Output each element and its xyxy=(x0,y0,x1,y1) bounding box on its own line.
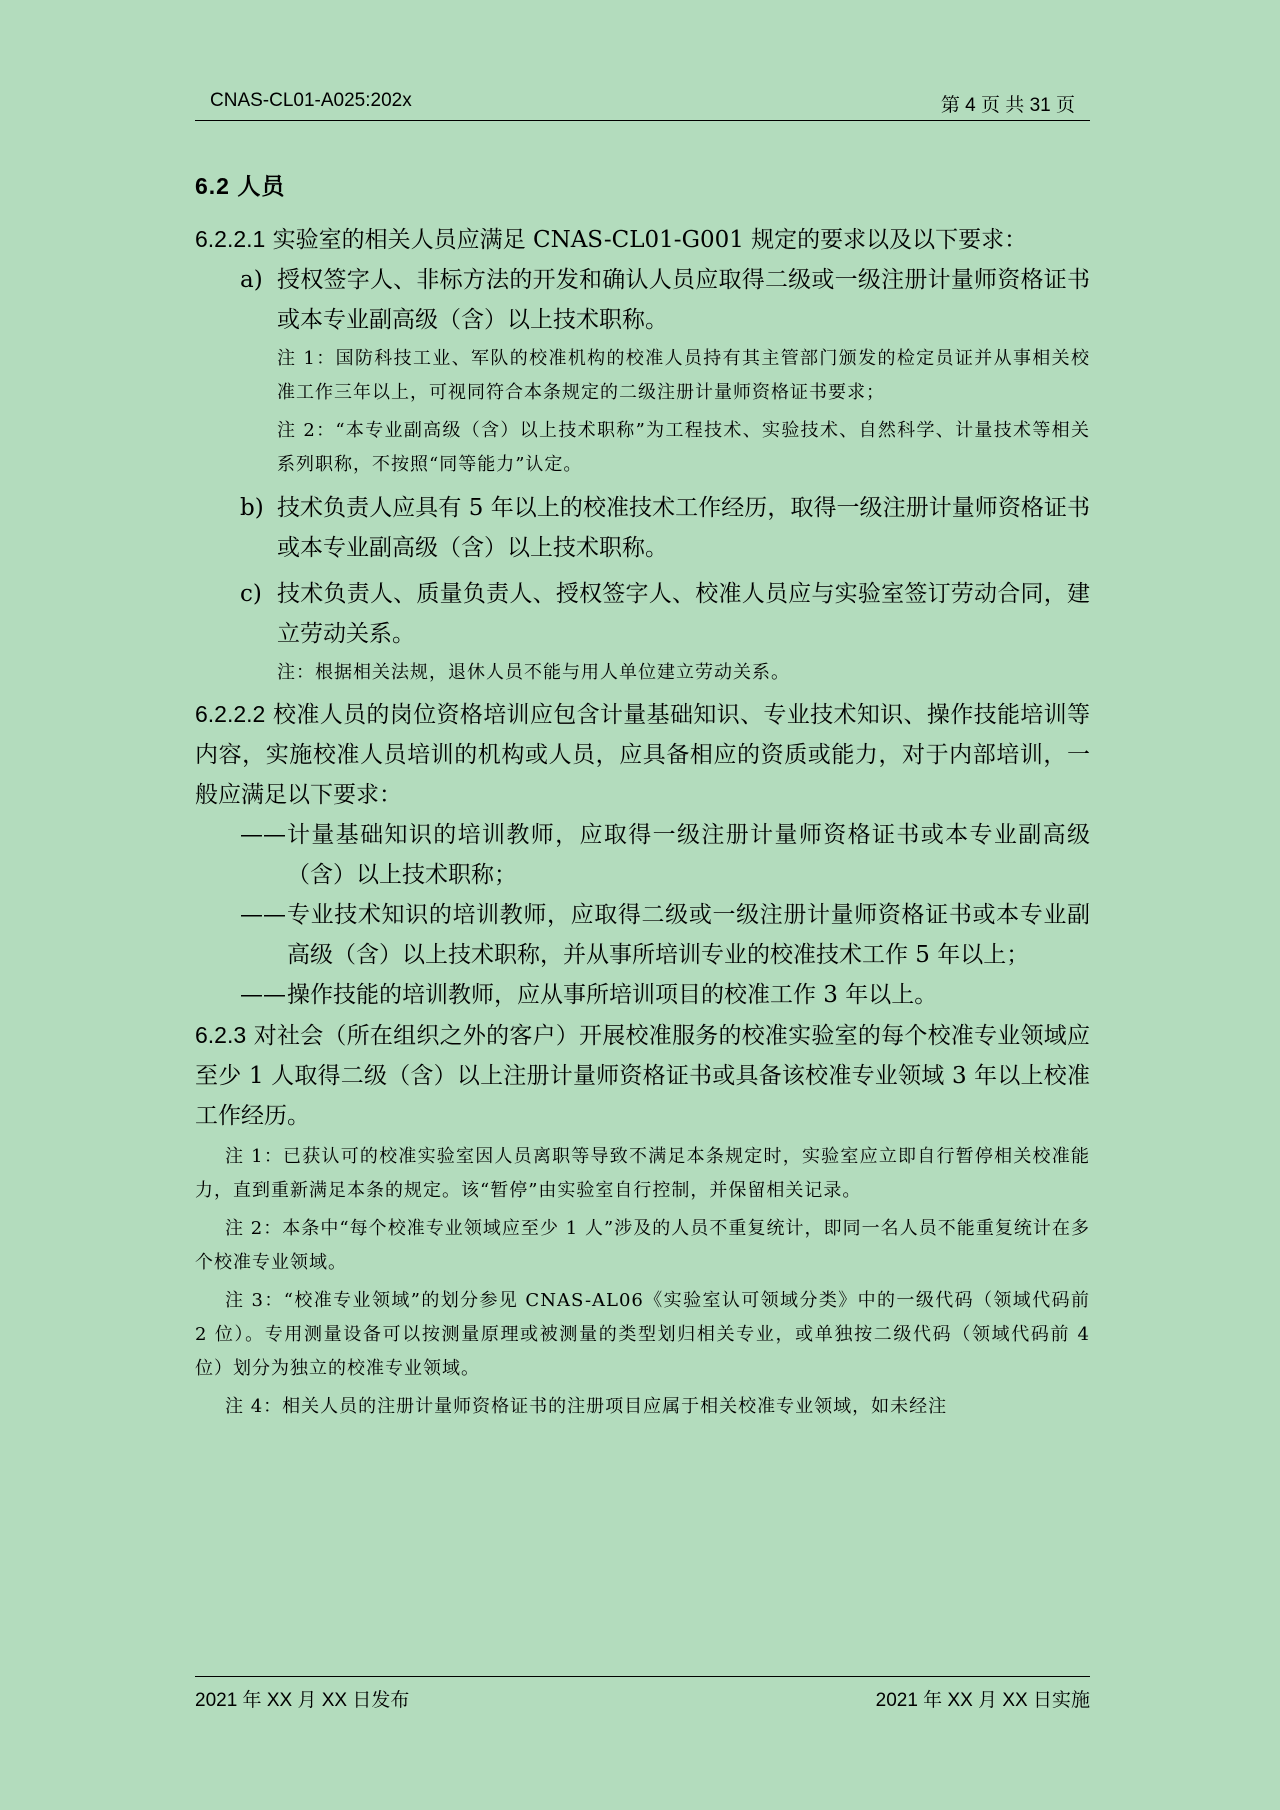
page-header xyxy=(195,90,1090,121)
note: 注 1：已获认可的校准实验室因人员离职等导致不满足本条规定时，实验室应立即自行暂停相关校准能力，直到重新满足本条的规定。该“暂停”由实验室自行控制，并保留相关记录。 xyxy=(195,1146,1090,1201)
item-mark: c) xyxy=(240,581,262,607)
note: 注 4：相关人员的注册计量师资格证书的注册项目应属于相关校准专业领域，如未经注 xyxy=(225,1396,948,1417)
section-title: 6.2 人员 xyxy=(195,173,286,199)
dash-mark: —— xyxy=(240,822,286,848)
clause-number: 6.2.3 xyxy=(195,1022,247,1048)
page-number: 第 4 页 共 31 页 xyxy=(940,95,1075,116)
dash-mark: —— xyxy=(240,982,286,1008)
item-text: 技术负责人、质量负责人、授权签字人、校准人员应与实验室签订劳动合同，建立劳动关系。 xyxy=(277,581,1090,647)
doc-code: CNAS-CL01-A025:202x xyxy=(210,90,412,111)
dash-text: 操作技能的培训教师，应从事所培训项目的校准工作 3 年以上。 xyxy=(287,982,938,1008)
issue-date: 2021 年 XX 月 XX 日发布 xyxy=(195,1690,410,1711)
dash-item xyxy=(195,815,1090,895)
item-text: 技术负责人应具有 5 年以上的校准技术工作经历，取得一级注册计量师资格证书或本专业副高级（含）以上技术职称。 xyxy=(277,495,1090,561)
list-item-c xyxy=(195,574,1090,654)
page-footer xyxy=(195,1676,1090,1711)
item-mark: a) xyxy=(240,267,263,293)
page-content xyxy=(195,168,1090,1428)
list-item-b xyxy=(195,488,1090,568)
clause-6-2-2-1 xyxy=(195,219,1090,260)
clause-6-2-3 xyxy=(195,1015,1090,1136)
dash-text: 专业技术知识的培训教师，应取得二级或一级注册计量师资格证书或本专业副高级（含）以上技术职称，并从事所培训专业的校准技术工作 5 年以上； xyxy=(287,902,1090,968)
note: 注 2：“本专业副高级（含）以上技术职称”为工程技术、实验技术、自然科学、计量技术等相关系列职称，不按照“同等能力”认定。 xyxy=(277,420,1090,475)
clause-number: 6.2.2.1 xyxy=(195,226,266,252)
item-mark: b) xyxy=(240,495,264,521)
dash-item xyxy=(195,895,1090,975)
clause-text: 校准人员的岗位资格培训应包含计量基础知识、专业技术知识、操作技能培训等内容，实施校准人员培训的机构或人员，应具备相应的资质或能力，对于内部培训，一般应满足以下要求： xyxy=(195,702,1091,808)
clause-text: 实验室的相关人员应满足 CNAS-CL01-G001 规定的要求以及以下要求： xyxy=(272,227,1028,253)
clause-number: 6.2.2.2 xyxy=(195,701,266,727)
item-text: 授权签字人、非标方法的开发和确认人员应取得二级或一级注册计量师资格证书或本专业副高级（含）以上技术职称。 xyxy=(277,267,1090,333)
clause-6-2-2-2 xyxy=(195,694,1090,815)
note: 注 1：国防科技工业、军队的校准机构的校准人员持有其主管部门颁发的检定员证并从事相关校准工作三年以上，可视同符合本条规定的二级注册计量师资格证书要求； xyxy=(277,348,1090,403)
dash-mark: —— xyxy=(240,902,286,928)
note: 注 3：“校准专业领域”的划分参见 CNAS-AL06《实验室认可领域分类》中的一级代码（领域代码前 2 位）。专用测量设备可以按测量原理或被测量的类型划归相关专业，或单独按二级代码（领域代码前 4 位）划分为独立的校准专业领域。 xyxy=(195,1290,1090,1379)
list-item-a xyxy=(195,260,1090,340)
dash-text: 计量基础知识的培训教师，应取得一级注册计量师资格证书或本专业副高级（含）以上技术职称； xyxy=(287,822,1090,888)
dash-item xyxy=(195,975,1090,1015)
note: 注：根据相关法规，退休人员不能与用人单位建立劳动关系。 xyxy=(277,662,790,683)
note: 注 2：本条中“每个校准专业领域应至少 1 人”涉及的人员不重复统计，即同一名人员不能重复统计在多个校准专业领域。 xyxy=(195,1218,1090,1273)
implement-date: 2021 年 XX 月 XX 日实施 xyxy=(875,1690,1090,1711)
clause-text: 对社会（所在组织之外的客户）开展校准服务的校准实验室的每个校准专业领域应至少 1 人取得二级（含）以上注册计量师资格证书或具备该校准专业领域 3 年以上校准工作经历。 xyxy=(195,1023,1091,1129)
